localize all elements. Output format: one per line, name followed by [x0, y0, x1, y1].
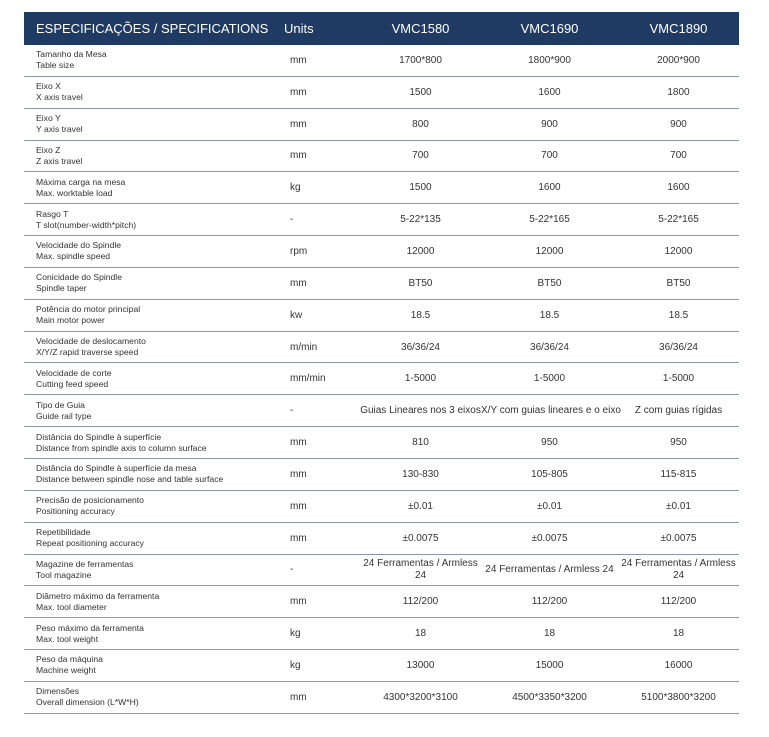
spec-label	[24, 177, 284, 199]
spec-label	[24, 432, 284, 454]
spec-value-model-2: 15000	[535, 659, 564, 671]
spec-label-pt: Conicidade do Spindle	[36, 272, 123, 283]
spec-value-model-2: 112/200	[531, 596, 568, 608]
specifications-table	[24, 12, 739, 714]
table-row	[24, 491, 739, 523]
spec-value-model-1: 24 Ferramentas / Armless 24	[363, 557, 478, 581]
spec-value-model-1: 18	[414, 628, 427, 640]
spec-label	[24, 495, 284, 517]
spec-unit: kg	[290, 182, 301, 194]
spec-value-model-3: 900	[670, 118, 687, 130]
spec-label-en: Max. tool weight	[36, 633, 99, 644]
table-row	[24, 555, 739, 587]
spec-value-model-2: 1600	[538, 182, 561, 194]
spec-label-pt: Tamanho da Mesa	[36, 49, 107, 60]
spec-value-model-1: 5-22*135	[400, 214, 441, 226]
spec-value-model-2: ±0.0075	[531, 532, 568, 544]
spec-value-model-2: 4500*3350*3200	[512, 691, 587, 703]
spec-value-model-2: 105-805	[531, 468, 568, 480]
spec-value-model-3: 18	[672, 628, 685, 640]
spec-value-model-1: 1700*800	[399, 54, 442, 66]
spec-value-model-3: 115-815	[660, 468, 697, 480]
spec-value-model-1: ±0.01	[408, 500, 433, 512]
header-model-3: VMC1890	[649, 21, 708, 36]
table-row	[24, 204, 739, 236]
spec-value-model-3: 12000	[664, 245, 693, 257]
table-row	[24, 618, 739, 650]
table-row	[24, 459, 739, 491]
spec-label	[24, 240, 284, 262]
spec-label-pt: Distância do Spindle à superfície	[36, 431, 162, 442]
table-row	[24, 109, 739, 141]
spec-label	[24, 463, 284, 485]
spec-value-model-2: BT50	[537, 277, 562, 289]
spec-value-model-1: 810	[412, 437, 429, 449]
spec-value-model-3: 1800	[667, 86, 690, 98]
spec-label-pt: Eixo X	[36, 81, 61, 92]
spec-label	[24, 527, 284, 549]
spec-label-en: Tool magazine	[36, 569, 92, 580]
header-title: ESPECIFICAÇÕES / SPECIFICATIONS	[36, 21, 269, 36]
spec-unit: kg	[290, 659, 301, 671]
spec-label-pt: Peso máximo da ferramenta	[36, 622, 144, 633]
spec-value-model-2: 24 Ferramentas / Armless 24	[485, 563, 614, 575]
spec-label	[24, 400, 284, 422]
spec-unit: kw	[290, 309, 303, 321]
spec-label-en: X/Y/Z rapid traverse speed	[36, 347, 139, 358]
spec-label-en: Spindle taper	[36, 283, 87, 294]
spec-value-model-2: 1800*900	[528, 54, 571, 66]
spec-label	[24, 49, 284, 71]
spec-value-model-1: 1-5000	[404, 373, 437, 385]
spec-label-en: Machine weight	[36, 665, 96, 676]
table-row	[24, 141, 739, 173]
header-model-2: VMC1690	[520, 21, 579, 36]
spec-value-model-3: 18.5	[668, 309, 689, 321]
spec-value-model-2: 18.5	[539, 309, 560, 321]
spec-value-model-3: 24 Ferramentas / Armless 24	[621, 557, 736, 581]
spec-value-model-1: 112/200	[402, 596, 439, 608]
spec-label-en: Main motor power	[36, 315, 105, 326]
header-model-1: VMC1580	[391, 21, 450, 36]
spec-value-model-2: 18	[543, 628, 556, 640]
spec-unit: mm	[290, 437, 307, 449]
spec-label	[24, 654, 284, 676]
spec-value-model-1: 36/36/24	[401, 341, 440, 353]
spec-value-model-3: 1-5000	[662, 373, 695, 385]
spec-value-model-1: 4300*3200*3100	[383, 691, 458, 703]
spec-label-pt: Repetibilidade	[36, 527, 91, 538]
table-body	[24, 45, 739, 714]
spec-label-en: Repeat positioning accuracy	[36, 538, 144, 549]
spec-label-en: Max. tool diameter	[36, 601, 107, 612]
table-row	[24, 236, 739, 268]
spec-value-model-3: 5100*3800*3200	[641, 691, 716, 703]
spec-value-model-1: 12000	[406, 245, 435, 257]
spec-label-en: Z axis travel	[36, 155, 83, 166]
spec-label-en: Y axis travel	[36, 124, 83, 135]
table-row	[24, 268, 739, 300]
spec-unit: mm	[290, 596, 307, 608]
spec-value-model-3: 1600	[667, 182, 690, 194]
spec-value-model-3: 950	[670, 437, 687, 449]
table-row	[24, 523, 739, 555]
table-row	[24, 363, 739, 395]
spec-label-pt: Eixo Y	[36, 113, 61, 124]
spec-value-model-2: 5-22*165	[529, 214, 570, 226]
table-row	[24, 682, 739, 714]
spec-label-en: Distance from spindle axis to column surface	[36, 442, 207, 453]
spec-value-model-2: 1-5000	[533, 373, 566, 385]
spec-unit: mm	[290, 468, 307, 480]
spec-value-model-2: 950	[541, 437, 558, 449]
spec-value-model-2: X/Y com guias lineares e o eixo	[481, 405, 621, 417]
spec-label	[24, 209, 284, 231]
spec-label	[24, 304, 284, 326]
spec-unit: mm	[290, 277, 307, 289]
spec-label	[24, 81, 284, 103]
spec-unit: mm	[290, 532, 307, 544]
spec-label	[24, 272, 284, 294]
spec-unit: mm	[290, 118, 307, 130]
spec-label-en: T slot(number-width*pitch)	[36, 219, 137, 230]
spec-label-pt: Rasgo T	[36, 208, 69, 219]
spec-label-en: Cutting feed speed	[36, 378, 109, 389]
spec-value-model-1: 130-830	[402, 468, 439, 480]
spec-label-pt: Precisão de posicionamento	[36, 495, 144, 506]
spec-value-model-2: 1600	[538, 86, 561, 98]
spec-label-pt: Velocidade de corte	[36, 367, 112, 378]
spec-unit: mm	[290, 500, 307, 512]
spec-unit: mm	[290, 150, 307, 162]
spec-value-model-3: 16000	[664, 659, 693, 671]
spec-value-model-1: 13000	[406, 659, 435, 671]
table-header	[24, 12, 739, 45]
table-row	[24, 586, 739, 618]
spec-unit: kg	[290, 628, 301, 640]
spec-label-en: Max. spindle speed	[36, 251, 111, 262]
spec-label-pt: Magazine de ferramentas	[36, 558, 134, 569]
spec-unit: -	[290, 405, 294, 417]
table-row	[24, 427, 739, 459]
spec-value-model-1: 1500	[409, 182, 432, 194]
spec-value-model-3: BT50	[666, 277, 691, 289]
spec-unit: mm	[290, 54, 307, 66]
spec-value-model-3: 36/36/24	[659, 341, 698, 353]
table-row	[24, 650, 739, 682]
spec-label-en: Overall dimension (L*W*H)	[36, 697, 139, 708]
spec-value-model-1: Guias Lineares nos 3 eixos	[360, 405, 481, 417]
spec-unit: mm/min	[290, 373, 326, 385]
table-row	[24, 45, 739, 77]
table-row	[24, 332, 739, 364]
spec-value-model-1: ±0.0075	[402, 532, 439, 544]
table-row	[24, 77, 739, 109]
spec-value-model-2: 12000	[535, 245, 564, 257]
spec-label-en: Guide rail type	[36, 410, 92, 421]
spec-label-pt: Peso da máquina	[36, 654, 103, 665]
spec-value-model-3: Z com guias rígidas	[634, 405, 723, 417]
spec-value-model-3: 5-22*165	[658, 214, 699, 226]
spec-unit: m/min	[290, 341, 318, 353]
table-row	[24, 172, 739, 204]
spec-label-en: Positioning accuracy	[36, 506, 115, 517]
spec-label	[24, 145, 284, 167]
spec-label-pt: Máxima carga na mesa	[36, 176, 126, 187]
spec-label-en: Max. worktable load	[36, 187, 113, 198]
spec-label-pt: Velocidade de deslocamento	[36, 336, 146, 347]
spec-label	[24, 368, 284, 390]
spec-unit: -	[290, 564, 294, 576]
spec-label-pt: Tipo de Guia	[36, 399, 85, 410]
spec-value-model-1: 700	[412, 150, 429, 162]
spec-value-model-1: 800	[412, 118, 429, 130]
table-row	[24, 300, 739, 332]
spec-unit: mm	[290, 86, 307, 98]
header-units: Units	[284, 21, 314, 36]
spec-label	[24, 686, 284, 708]
spec-unit: mm	[290, 691, 307, 703]
spec-label-en: Distance between spindle nose and table surface	[36, 474, 224, 485]
spec-label	[24, 113, 284, 135]
spec-unit: rpm	[290, 245, 308, 257]
spec-value-model-3: ±0.01	[666, 500, 691, 512]
spec-label-pt: Dimensões	[36, 686, 79, 697]
spec-label-pt: Potência do motor principal	[36, 304, 141, 315]
spec-value-model-2: 900	[541, 118, 558, 130]
spec-label-en: X axis travel	[36, 92, 83, 103]
spec-label-pt: Diâmetro máximo da ferramenta	[36, 590, 160, 601]
spec-label-pt: Eixo Z	[36, 144, 61, 155]
spec-value-model-3: 112/200	[660, 596, 697, 608]
spec-value-model-1: 18.5	[410, 309, 431, 321]
spec-label-en: Table size	[36, 60, 75, 71]
spec-value-model-2: ±0.01	[537, 500, 562, 512]
spec-label-pt: Distância do Spindle à superfície da mesa	[36, 463, 197, 474]
spec-value-model-3: 2000*900	[657, 54, 700, 66]
spec-label	[24, 559, 284, 581]
spec-label	[24, 336, 284, 358]
spec-label	[24, 623, 284, 645]
spec-value-model-1: BT50	[408, 277, 433, 289]
spec-value-model-2: 36/36/24	[530, 341, 569, 353]
spec-value-model-1: 1500	[409, 86, 432, 98]
spec-value-model-2: 700	[541, 150, 558, 162]
spec-label	[24, 591, 284, 613]
spec-value-model-3: ±0.0075	[660, 532, 697, 544]
table-row	[24, 395, 739, 427]
spec-value-model-3: 700	[670, 150, 687, 162]
spec-unit: -	[290, 214, 294, 226]
spec-label-pt: Velocidade do Spindle	[36, 240, 122, 251]
